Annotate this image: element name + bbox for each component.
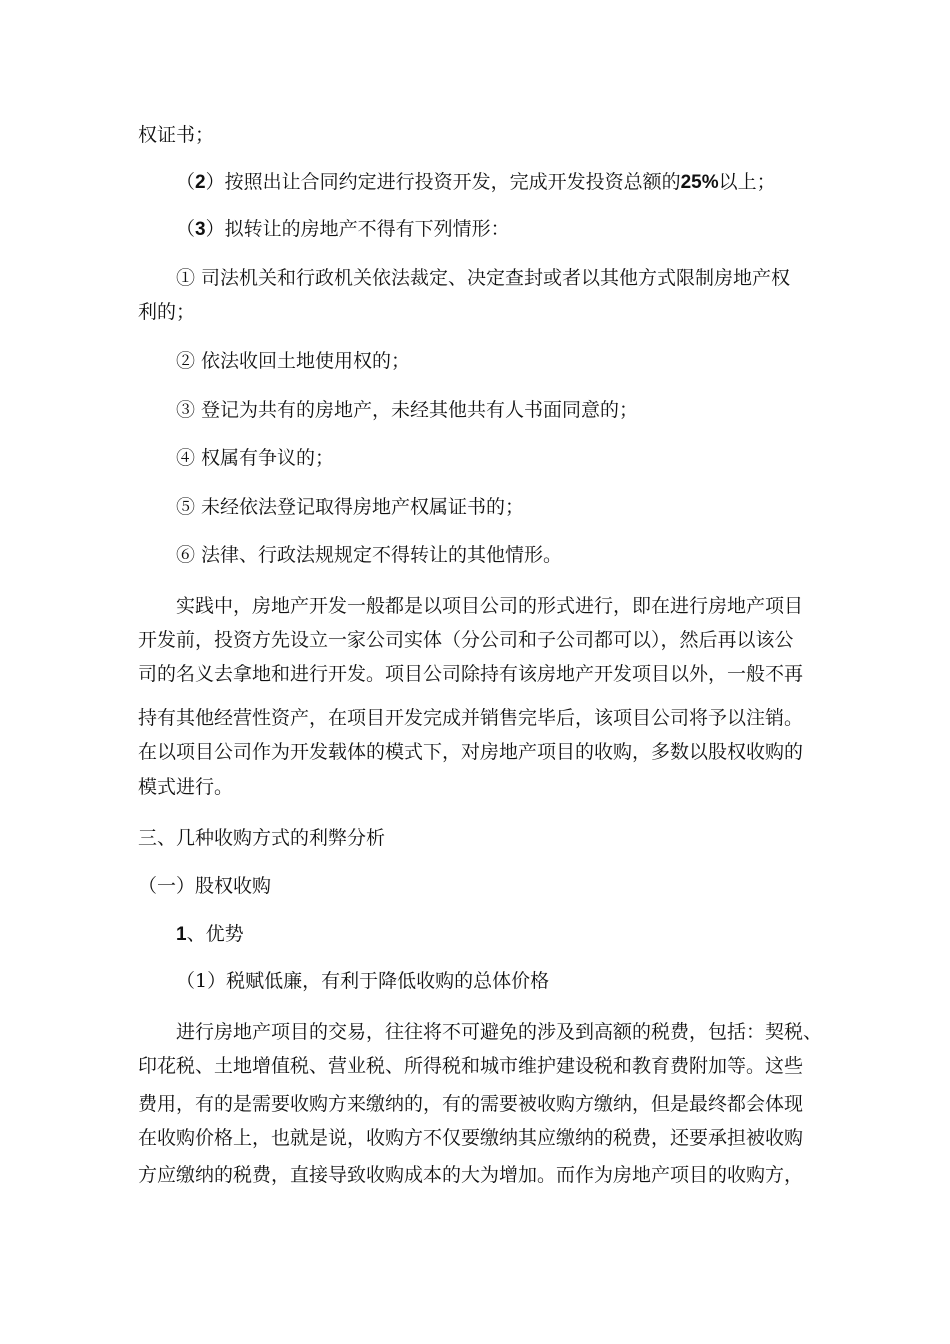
paragraph-line: 模式进行。 xyxy=(138,776,234,798)
text-span: 2 xyxy=(195,172,206,193)
list-item: ④ 权属有争议的； xyxy=(176,447,335,469)
text-span: （ xyxy=(176,218,196,240)
list-item: ⑤ 未经依法登记取得房地产权属证书的； xyxy=(176,496,525,518)
text-line: 权证书； xyxy=(138,124,215,146)
text-line: 利的； xyxy=(138,301,196,323)
paragraph-line: 开发前，投资方先设立一家公司实体（分公司和子公司都可以），然后再以该公 xyxy=(138,629,794,651)
text-line xyxy=(176,170,776,195)
paragraph-line: 在以项目公司作为开发载体的模式下，对房地产项目的收购，多数以股权收购的 xyxy=(138,741,804,763)
paragraph-line: 方应缴纳的税费，直接导致收购成本的大为增加。而作为房地产项目的收购方， xyxy=(138,1164,804,1186)
text-span: ）按照出让合同约定进行投资开发，完成开发投资总额的 xyxy=(205,171,681,193)
list-item: ③ 登记为共有的房地产，未经其他共有人书面同意的； xyxy=(176,399,639,421)
paragraph-line: 在收购价格上，也就是说，收购方不仅要缴纳其应缴纳的税费，还要承担被收购 xyxy=(138,1127,804,1149)
text-span: 以上； xyxy=(718,171,776,193)
item-subheading: （1）税赋低廉，有利于降低收购的总体价格 xyxy=(176,970,550,992)
paragraph-line: 进行房地产项目的交易，往往将不可避免的涉及到高额的税费，包括：契税、 xyxy=(176,1021,823,1043)
paragraph-line: 实践中，房地产开发一般都是以项目公司的形式进行，即在进行房地产项目 xyxy=(176,595,804,617)
list-item: ② 依法收回土地使用权的； xyxy=(176,350,411,372)
text-span: 25% xyxy=(680,172,719,193)
section-heading: 三、几种收购方式的利弊分析 xyxy=(138,827,386,849)
text-span: （ xyxy=(176,171,196,193)
text-span: 、优势 xyxy=(186,923,244,945)
list-item: ⑥ 法律、行政法规规定不得转让的其他情形。 xyxy=(176,544,563,566)
paragraph-line: 司的名义去拿地和进行开发。项目公司除持有该房地产开发项目以外，一般不再 xyxy=(138,663,804,685)
paragraph-line: 持有其他经营性资产，在项目开发完成并销售完毕后，该项目公司将予以注销。 xyxy=(138,707,804,729)
text-span: 1 xyxy=(176,924,187,945)
item-heading xyxy=(176,922,244,947)
list-item: ① 司法机关和行政机关依法裁定、决定查封或者以其他方式限制房地产权 xyxy=(176,267,791,289)
paragraph-line: 费用，有的是需要收购方来缴纳的，有的需要被收购方缴纳，但是最终都会体现 xyxy=(138,1093,804,1115)
text-span: 3 xyxy=(195,219,206,240)
subsection-heading: （一）股权收购 xyxy=(138,875,272,897)
paragraph-line: 印花税、土地增值税、营业税、所得税和城市维护建设税和教育费附加等。这些 xyxy=(138,1055,804,1077)
text-span: ）拟转让的房地产不得有下列情形： xyxy=(205,218,510,240)
text-line xyxy=(176,217,510,242)
